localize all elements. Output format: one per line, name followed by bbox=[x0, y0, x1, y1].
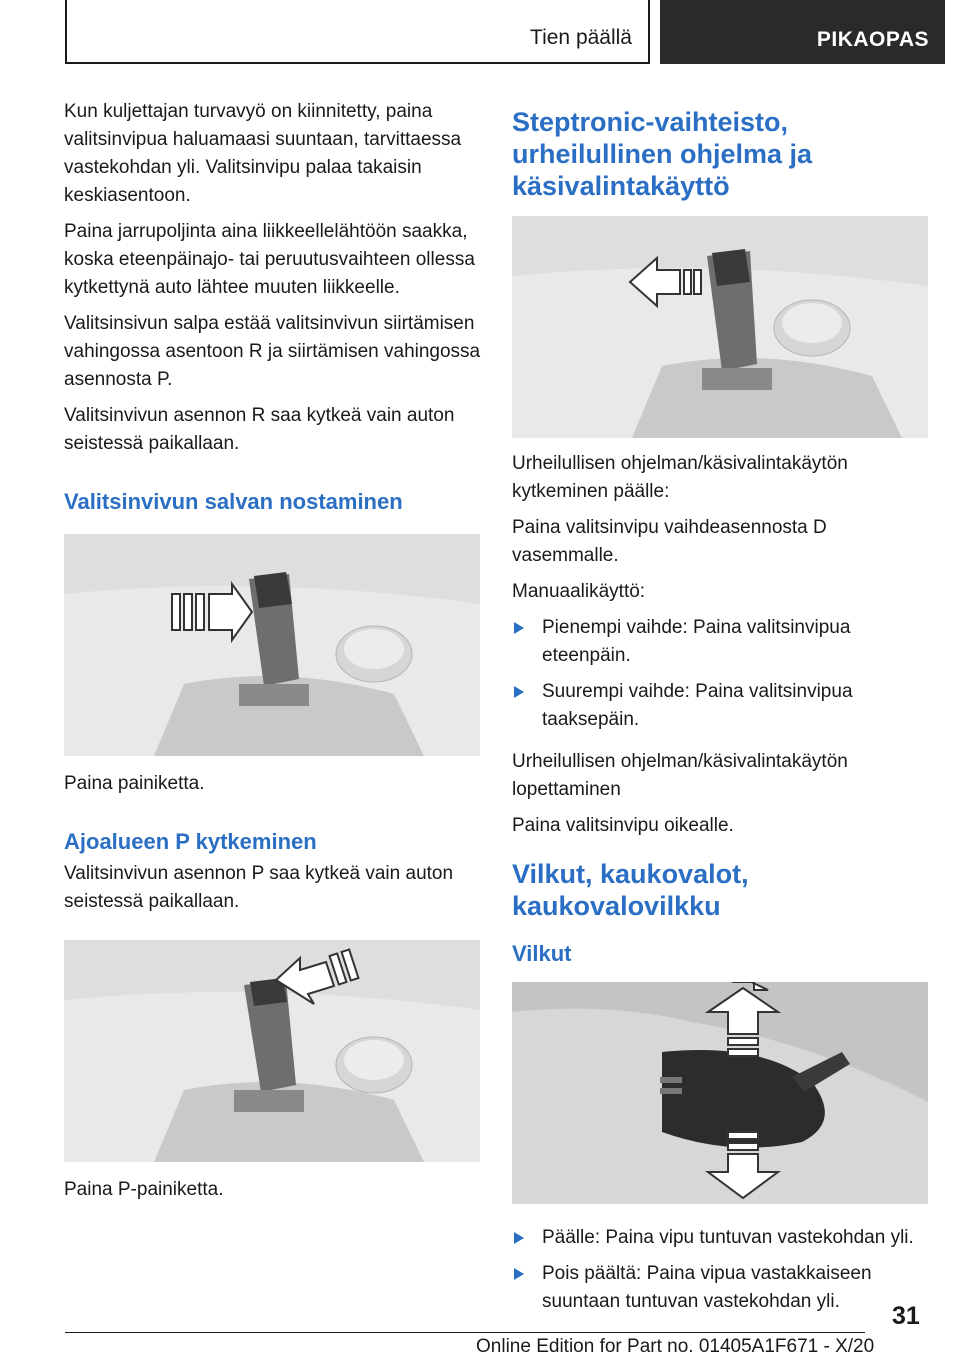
caption-park: Paina P-painiketta. bbox=[64, 1179, 224, 1200]
list-item: Suurempi vaihde: Paina valitsinvipua taaksepäin. bbox=[512, 678, 930, 734]
header-chapter-title: PIKAOPAS bbox=[816, 28, 929, 51]
heading-indicators: Vilkut bbox=[512, 941, 572, 966]
paragraph: Kun kuljettajan turvavyö on kiinnitetty, paina valitsinvipua haluamaasi suuntaan, tarvittaessa vastekohdan yli. Valitsinvipu palaa takaisin keskiasentoon. bbox=[64, 101, 462, 206]
footer-edition: Online Edition for Part no. 01405A1F671 - X/20 bbox=[476, 1336, 875, 1357]
sport-off-action: Paina valitsinvipu oikealle. bbox=[512, 815, 734, 836]
header-section-tab bbox=[65, 0, 650, 64]
list-item: Pienempi vaihde: Paina valitsinvipua eteenpäin. bbox=[512, 614, 930, 670]
indicator-bullet-list bbox=[512, 1224, 930, 1316]
bullet-triangle-icon bbox=[514, 1232, 524, 1244]
park-button-illustration bbox=[64, 940, 480, 1162]
heading-steptronic: Steptronic-vaihteisto, urheilullinen ohjelma ja käsivalintakäyttö bbox=[512, 107, 813, 201]
header-section-title: Tien päällä bbox=[530, 26, 632, 49]
bullet-triangle-icon bbox=[514, 622, 524, 634]
steptronic-illustration bbox=[512, 216, 928, 438]
heading-release-lock: Valitsinvivun salvan nostaminen bbox=[64, 489, 403, 514]
header-chapter-tab bbox=[660, 0, 945, 64]
paragraph: Valitsinvivun asennon R saa kytkeä vain auton seistessä paikallaan. bbox=[64, 405, 455, 454]
left-column bbox=[64, 98, 482, 1204]
heading-park: Ajoalueen P kytkeminen bbox=[64, 829, 317, 854]
park-text: Valitsinvivun asennon P saa kytkeä vain auton seistessä paikallaan. bbox=[64, 863, 454, 912]
heading-lights: Vilkut, kaukovalot, kaukovalovilkku bbox=[512, 859, 749, 921]
indicator-stalk-illustration bbox=[512, 982, 928, 1204]
sport-off-text: Urheilullisen ohjelman/käsivalintakäytön lopettaminen bbox=[512, 751, 848, 800]
manual-label: Manuaalikäyttö: bbox=[512, 581, 646, 602]
sport-on-action: Paina valitsinvipu vaihdeasennosta D vasemmalle. bbox=[512, 517, 827, 566]
paragraph: Paina jarrupoljinta aina liikkeellelähtöön saakka, koska eteenpäinajo- tai peruutusvaihteen ollessa kytkettynä auto lähtee muuten liikkeelle. bbox=[64, 221, 475, 298]
bullet-triangle-icon bbox=[514, 686, 524, 698]
gear-selector-release-illustration bbox=[64, 534, 480, 756]
paragraph: Valitsinsivun salpa estää valitsinvivun siirtämisen vahingossa asentoon R ja siirtämisen vahingossa asennosta P. bbox=[64, 313, 481, 390]
list-item: Pois päältä: Paina vipua vastakkaiseen suuntaan tuntuvan vastekohdan yli. bbox=[512, 1260, 930, 1316]
caption-release: Paina painiketta. bbox=[64, 773, 205, 794]
page-number: 31 bbox=[892, 1302, 920, 1330]
footer-divider bbox=[65, 1332, 865, 1333]
list-item: Päälle: Paina vipu tuntuvan vastekohdan yli. bbox=[512, 1224, 930, 1252]
bullet-triangle-icon bbox=[514, 1268, 524, 1280]
sport-on-text: Urheilullisen ohjelman/käsivalintakäytön kytkeminen päälle: bbox=[512, 453, 848, 502]
right-column bbox=[512, 98, 930, 1324]
manual-bullet-list bbox=[512, 614, 930, 734]
